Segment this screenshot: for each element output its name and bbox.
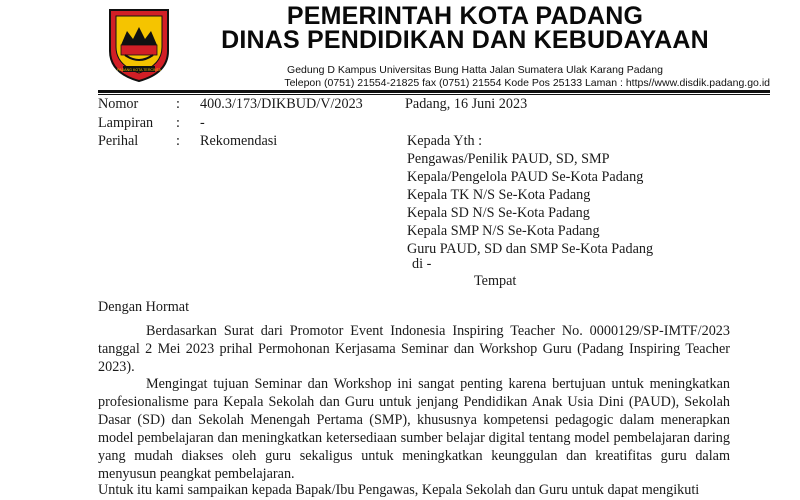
recipient-line: Kepala SD N/S Se-Kota Padang [407,205,590,221]
nomor-value: 400.3/173/DIKBUD/V/2023 [200,96,363,112]
paragraph-3-text: Untuk itu kami sampaikan kepada Bapak/Ibu Pengawas, Kepala Sekolah dan Guru untuk dapat mengikuti [98,482,700,498]
recipient-tempat: Tempat [474,273,517,289]
letterhead-government: PEMERINTAH KOTA PADANG [286,2,644,30]
lampiran-value: - [200,115,205,131]
lampiran-colon: : [176,115,180,131]
paragraph-1 [98,322,730,376]
lampiran-label: Lampiran [98,115,154,131]
padang-city-logo [107,7,171,83]
nomor-colon: : [176,96,180,112]
nomor-label: Nomor [98,96,139,112]
header-rule-thick [98,90,770,93]
recipient-di: di - [412,256,432,272]
paragraph-2 [98,375,730,483]
recipient-line: Kepala SMP N/S Se-Kota Padang [407,223,600,239]
perihal-colon: : [176,133,180,149]
header-rule-thin [98,94,770,95]
recipient-heading: Kepada Yth : [407,133,483,149]
perihal-label: Perihal [98,133,139,149]
greeting: Dengan Hormat [98,299,190,315]
paragraph-2-text: Mengingat tujuan Seminar dan Workshop ini sangat penting karena bertujuan untuk meningkatkan profesionalisme para Kepala Sekolah dan Guru untuk jenjang Pendidikan Anak Usia Dini (PAUD), Sekolah Dasar (SD) dan Sekolah Menengah Pertama (SMP), khususnya kompetensi pedagogic dalam menerapkan model pembelajaran dan meningkatkan ketersediaan sumber belajar digital tentang model pembelajaran daring yang mudah diakses oleh guru sekaligus untuk meningkatkan keunggulan dan kreatifitas guru dalam menyusun peangkat pembelajaran. [98,376,730,482]
paragraph-3 [98,481,730,499]
perihal-value: Rekomendasi [200,133,278,149]
letterhead-address: Gedung D Kampus Universitas Bung Hatta Jalan Sumatera Ulak Karang Padang [287,64,663,76]
place-date: Padang, 16 Juni 2023 [405,96,528,112]
letterhead-contact: Telepon (0751) 21554-21825 fax (0751) 21554 Kode Pos 25133 Laman : https//www.disdik.padang.go.id [284,77,770,89]
recipient-line: Kepala/Pengelola PAUD Se-Kota Padang [407,169,644,185]
recipient-line: Kepala TK N/S Se-Kota Padang [407,187,591,203]
recipient-line: Pengawas/Penilik PAUD, SD, SMP [407,151,610,167]
paragraph-1-text: Berdasarkan Surat dari Promotor Event Indonesia Inspiring Teacher No. 0000129/SP-IMTF/2023 tanggal 2 Mei 2023 prihal Permohonan Kerjasama Seminar dan Workshop Guru (Padang Inspiring Teacher 2023). [98,323,730,375]
letterhead-department: DINAS PENDIDIKAN DAN KEBUDAYAAN [221,26,709,54]
recipient-line: Guru PAUD, SD dan SMP Se-Kota Padang [407,241,654,257]
logo-caption: PADANG KOTA TERCINTA [117,67,161,72]
